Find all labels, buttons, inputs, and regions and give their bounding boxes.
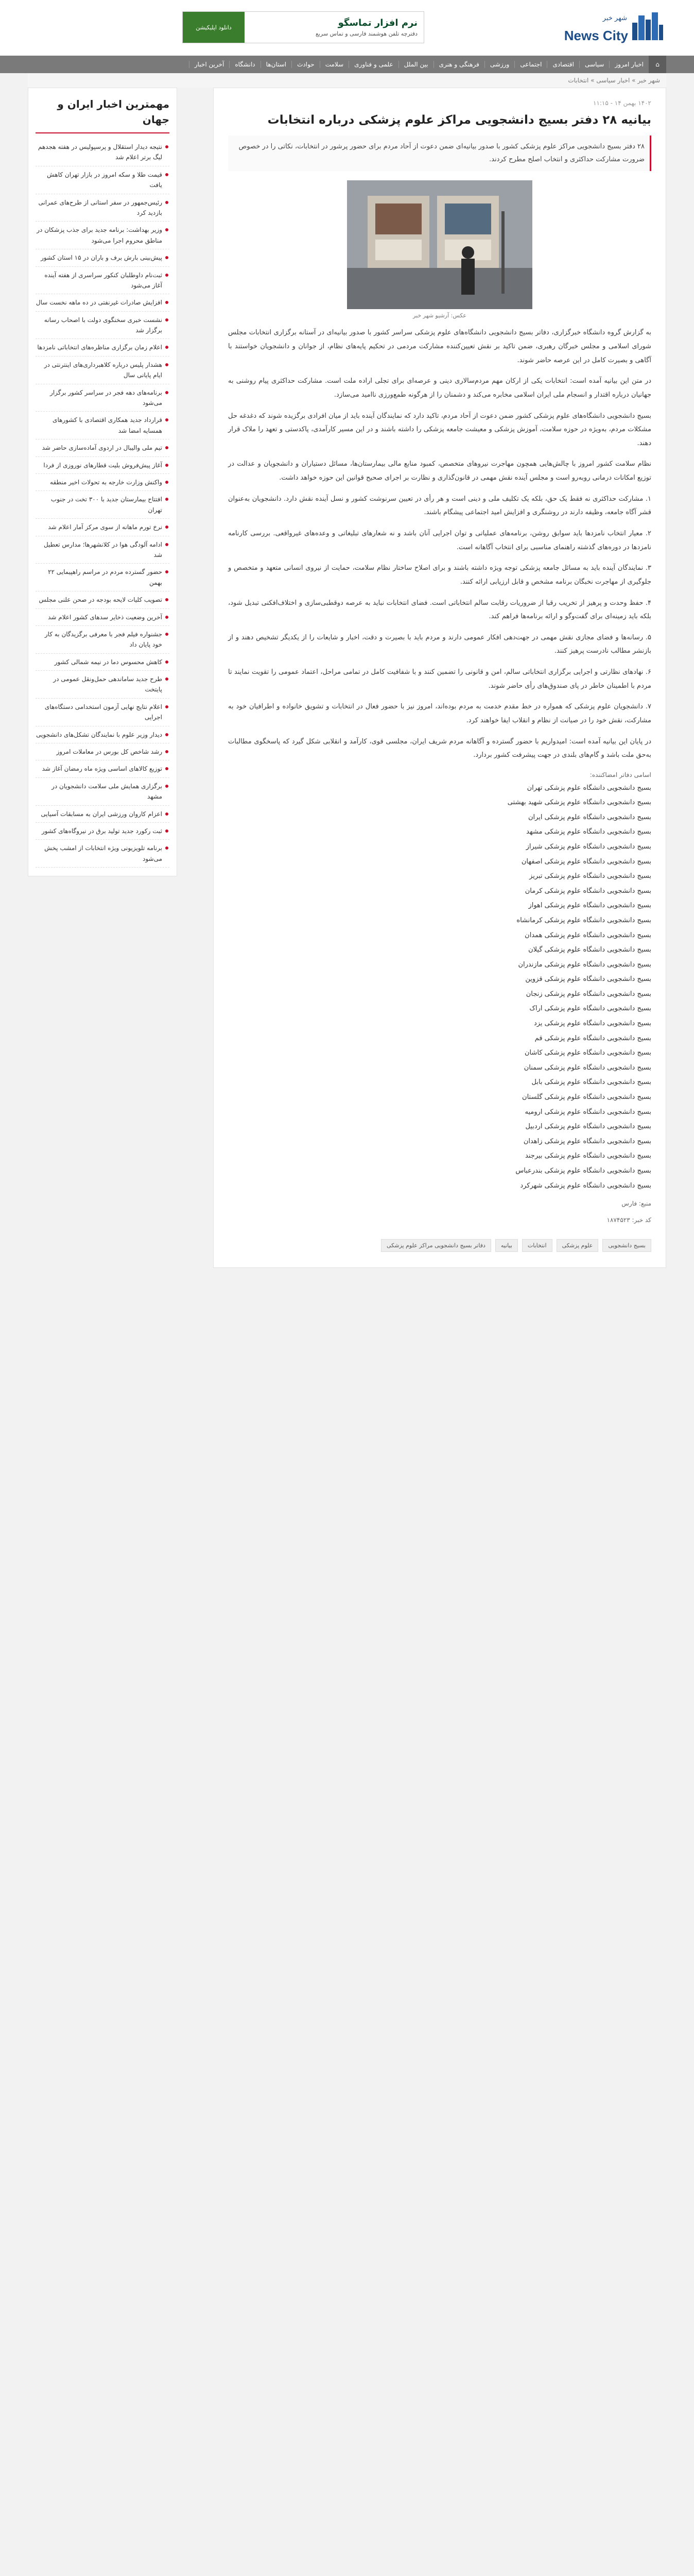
sidebar-news-item[interactable]: رئیس‌جمهور در سفر استانی از طرح‌های عمرانی بازدید کرد (36, 194, 169, 222)
menu-item[interactable]: ورزشی (484, 61, 514, 68)
sidebar (28, 88, 177, 876)
article-paragraph: ۱. مشارکت حداکثری نه فقط یک حق، بلکه یک تکلیف ملی و دینی است و هر رأی در تعیین سرنوشت کشور و نسل آینده نقش دارد. دانشجویان به‌عنوان قشر آگاه جامعه، وظیفه دارند در روشنگری و افزایش امید اجتماعی پیشگام باشند. (228, 495, 651, 517)
news-code: کد خبر: ۱۸۷۴۵۲۳ (606, 1216, 651, 1224)
sidebar-news-item[interactable]: کاهش محسوس دما در نیمه شمالی کشور (36, 654, 169, 671)
signatories-intro: اسامی دفاتر امضاکننده: (589, 771, 651, 778)
sidebar-news-item[interactable]: برنامه‌های دهه فجر در سراسر کشور برگزار می‌شود (36, 384, 169, 412)
signatory-item: بسیج دانشجویی دانشگاه علوم پزشکی قزوین (525, 975, 651, 984)
sidebar-news-item[interactable]: هشدار پلیس درباره کلاهبرداری‌های اینترنتی در ایام پایانی سال (36, 357, 169, 384)
sidebar-news-item[interactable]: افتتاح بیمارستان جدید با ۳۰۰ تخت در جنوب تهران (36, 491, 169, 519)
article-paragraph: ۵. رسانه‌ها و فضای مجازی نقش مهمی در جهت‌دهی افکار عمومی دارند و مردم باید با بصیرت و دقت، اخبار و شایعات را از یکدیگر تشخیص دهند و از بازنشر مطالب نادرست پرهیز کنند. (228, 633, 651, 655)
article-paragraph: ۶. نهادهای نظارتی و اجرایی برگزاری انتخاباتی سالم، امن و قانونی را تضمین کنند و با شفافیت کامل در تمامی مراحل، اعتماد عمومی را تقویت نمایند تا مردم با اطمینان خاطر در پای صندوق‌های رأی حاضر شوند. (228, 668, 651, 690)
signatories-list (228, 781, 651, 1194)
article-body (228, 326, 651, 762)
menu-item[interactable]: اخبار امروز (609, 61, 649, 68)
signatory-item: بسیج دانشجویی دانشگاه علوم پزشکی زاهدان (523, 1137, 651, 1145)
signatory-item: بسیج دانشجویی دانشگاه علوم پزشکی تهران (527, 784, 651, 792)
tag-list (228, 1239, 651, 1252)
home-icon[interactable]: ⌂ (649, 56, 666, 73)
signatory-item: بسیج دانشجویی دانشگاه علوم پزشکی گیلان (528, 946, 651, 954)
signatory-item: بسیج دانشجویی دانشگاه علوم پزشکی اردبیل (525, 1123, 651, 1131)
sidebar-news-item[interactable]: قرارداد جدید همکاری اقتصادی با کشورهای همسایه امضا شد (36, 412, 169, 439)
tag-link[interactable]: بیانیه (495, 1239, 518, 1252)
sidebar-news-list (36, 139, 169, 868)
signatory-item: بسیج دانشجویی دانشگاه علوم پزشکی گلستان (522, 1093, 651, 1101)
sidebar-news-item[interactable]: برنامه تلویزیونی ویژه انتخابات از امشب پخش می‌شود (36, 840, 169, 868)
article-paragraph: نظام سلامت کشور امروز با چالش‌هایی همچون مهاجرت نیروهای متخصص، کمبود منابع مالی بیمارستان‌ها، مسائل دستیاران و دانشجویان و عدالت در توزیع امکانات درمانی روبه‌رو است و مجلس آینده نقش مهمی در قانون‌گذاری و نظارت بر اجرای صحیح قوانین این حوزه خواهد داشت. (228, 460, 651, 482)
sidebar-news-item[interactable]: حضور گسترده مردم در مراسم راهپیمایی ۲۲ بهمن (36, 564, 169, 591)
signatory-item: بسیج دانشجویی دانشگاه علوم پزشکی سمنان (524, 1063, 651, 1072)
sidebar-news-item[interactable]: پیش‌بینی بارش برف و باران در ۱۵ استان کشور (36, 249, 169, 266)
article-title: بیانیه ۲۸ دفتر بسیج دانشجویی مراکز علوم پزشکی درباره انتخابات (267, 113, 651, 127)
sidebar-news-item[interactable]: اعلام نتایج نهایی آزمون استخدامی دستگاه‌های اجرایی (36, 699, 169, 726)
sidebar-news-item[interactable]: آغاز پیش‌فروش بلیت قطارهای نوروزی از فردا (36, 457, 169, 474)
menu-item[interactable]: دانشگاه (229, 61, 260, 68)
signatory-item: بسیج دانشجویی دانشگاه علوم پزشکی اهواز (528, 902, 651, 910)
banner-download-button[interactable]: دانلود اپلیکیشن (183, 12, 245, 43)
article-paragraph: بسیج دانشجویی دانشگاه‌های علوم پزشکی کشور ضمن دعوت از آحاد مردم، تاکید دارد که نمایندگان آینده باید از میان افرادی برگزیده شوند که دغدغه حل مشکلات مردم، به‌ویژه در حوزه سلامت، آموزش پزشکی و معیشت جامعه پزشکی را داشته باشند و در این مسیر کارآمدی، پاکدستی و تعهد را ملاک قرار دهند. (228, 412, 651, 447)
signatory-item: بسیج دانشجویی دانشگاه علوم پزشکی زنجان (526, 990, 651, 998)
signatory-item: بسیج دانشجویی دانشگاه علوم پزشکی اراک (529, 1005, 651, 1013)
signatory-item: بسیج دانشجویی دانشگاه علوم پزشکی ارومیه (525, 1108, 651, 1116)
sidebar-news-item[interactable]: آخرین وضعیت ذخایر سدهای کشور اعلام شد (36, 609, 169, 626)
sidebar-news-item[interactable]: توزیع کالاهای اساسی ویژه ماه رمضان آغاز شد (36, 760, 169, 777)
menu-list (28, 56, 666, 73)
article-paragraph: در پایان این بیانیه آمده است: امیدواریم با حضور گسترده و آگاهانه مردم شریف ایران، مجلسی قوی، کارآمد و انقلابی شکل گیرد که پاسخگوی مطالبات به‌حق ملت باشد و گام‌های بلندی در جهت پیشرفت کشور بردارد. (228, 737, 651, 759)
menu-item[interactable]: سیاسی (579, 61, 609, 68)
sidebar-title: مهمترین اخبار ایران و جهان (36, 96, 169, 133)
menu-item[interactable]: اجتماعی (514, 61, 547, 68)
signatory-item: بسیج دانشجویی دانشگاه علوم پزشکی تبریز (529, 872, 651, 880)
menu-item[interactable]: علمی و فناوری (349, 61, 398, 68)
city-skyline-icon (631, 10, 664, 41)
signatory-item: بسیج دانشجویی دانشگاه علوم پزشکی کاشان (524, 1049, 651, 1057)
main-menu (0, 56, 694, 73)
sidebar-news-item[interactable]: ثبت رکورد جدید تولید برق در نیروگاه‌های کشور (36, 823, 169, 840)
signatory-item: بسیج دانشجویی دانشگاه علوم پزشکی بیرجند (525, 1152, 651, 1160)
logo-text-fa: شهر خبر (602, 14, 627, 22)
signatory-item: بسیج دانشجویی دانشگاه علوم پزشکی بابل (531, 1078, 651, 1087)
logo-text: News City (564, 28, 628, 43)
article-column (213, 88, 666, 1268)
article-paragraph: ۴. حفظ وحدت و پرهیز از تخریب رقبا از ضروریات رقابت سالم انتخاباتی است. فضای انتخابات نباید به عرصه دوقطبی‌سازی و اختلاف‌افکنی تبدیل شود، بلکه باید زمینه‌ای برای گفت‌وگو و ارائه برنامه‌ها فراهم کند. (228, 599, 651, 621)
site-logo[interactable] (558, 7, 666, 48)
sidebar-news-item[interactable]: طرح جدید ساماندهی حمل‌ونقل عمومی در پایتخت (36, 671, 169, 699)
article-photo (347, 180, 532, 309)
photo-caption: عکس: آرشیو شهر خبر (413, 312, 466, 319)
article-paragraph: ۷. دانشجویان علوم پزشکی که همواره در خط مقدم خدمت به مردم بوده‌اند، امروز نیز با حضور فعال در انتخابات و تشویق خانواده و اطرافیان خود به مشارکت، نقش خود را در صیانت از نظام و انقلاب ایفا خواهند کرد. (228, 703, 651, 725)
banner-subtitle: دفترچه تلفن هوشمند فارسی و تماس سریع (315, 30, 418, 37)
tag-link[interactable]: انتخابات (522, 1239, 552, 1252)
menu-item[interactable]: بین الملل (398, 61, 433, 68)
signatory-item: بسیج دانشجویی دانشگاه علوم پزشکی شیراز (526, 842, 651, 851)
sidebar-news-item[interactable]: ادامه آلودگی هوا در کلانشهرها؛ مدارس تعطیل شد (36, 536, 169, 564)
article-source: منبع: فارس (621, 1200, 651, 1208)
ad-banner[interactable] (182, 11, 424, 43)
article-paragraph: در متن این بیانیه آمده است: انتخابات یکی از ارکان مهم مردم‌سالاری دینی و عرصه‌ای برای تجلی اراده ملت است. مشارکت حداکثری پیام روشنی به جهانیان درباره اقتدار و انسجام ملی ایران اسلامی مخابره می‌کند و دشمنان را از هرگونه طمع‌ورزی ناامید می‌سازد. (228, 377, 651, 399)
sidebar-news-item[interactable]: تصویب کلیات لایحه بودجه در صحن علنی مجلس (36, 591, 169, 608)
signatory-item: بسیج دانشجویی دانشگاه علوم پزشکی مازندران (518, 960, 651, 969)
sidebar-news-item[interactable]: دیدار وزیر علوم با نمایندگان تشکل‌های دانشجویی (36, 726, 169, 743)
sidebar-news-item[interactable]: قیمت طلا و سکه امروز در بازار تهران کاهش یافت (36, 166, 169, 194)
signatory-item: بسیج دانشجویی دانشگاه علوم پزشکی شهرکرد (520, 1181, 651, 1190)
site-header (0, 0, 694, 56)
sidebar-news-item[interactable]: وزیر بهداشت: برنامه جدید برای جذب پزشکان در مناطق محروم اجرا می‌شود (36, 222, 169, 249)
sidebar-news-item[interactable]: برگزاری همایش ملی سلامت دانشجویان در مشهد (36, 778, 169, 806)
sidebar-news-item[interactable]: واکنش وزارت خارجه به تحولات اخیر منطقه (36, 474, 169, 491)
signatory-item: بسیج دانشجویی دانشگاه علوم پزشکی کرمانشاه (516, 916, 651, 924)
article-paragraph: به گزارش گروه دانشگاه خبرگزاری، دفاتر بسیج دانشجویی دانشگاه‌های علوم پزشکی سراسر کشور با صدور بیانیه‌ای در آستانه برگزاری انتخابات مجلس شورای اسلامی و مجلس خبرگان رهبری، ضمن تاکید بر نقش تعیین‌کننده مشارکت مردمی در تحکیم پایه‌های نظام، از جوانان و دانشجویان خواستند با آگاهی و بصیرت کامل در این عرصه حاضر شوند. (228, 329, 651, 364)
menu-item[interactable]: استان‌ها (261, 61, 291, 68)
breadcrumb[interactable]: شهر خبر » اخبار سیاسی » انتخابات (28, 73, 666, 88)
banner-title: نرم افزار تماسگو (338, 18, 418, 28)
sidebar-news-item[interactable]: نرخ تورم ماهانه از سوی مرکز آمار اعلام شد (36, 519, 169, 536)
sidebar-news-item[interactable]: افزایش صادرات غیرنفتی در ده ماهه نخست سال (36, 294, 169, 311)
menu-item[interactable]: حوادث (291, 61, 320, 68)
signatory-item: بسیج دانشجویی دانشگاه علوم پزشکی اصفهان (521, 857, 651, 866)
menu-item[interactable]: آخرین اخبار (189, 61, 230, 68)
tag-link[interactable]: بسیج دانشجویی (602, 1239, 651, 1252)
article-date: ۱۴۰۲ بهمن ۱۴ - ۱۱:۱۵ (593, 99, 651, 107)
sidebar-news-item[interactable]: جشنواره فیلم فجر با معرفی برگزیدگان به کار خود پایان داد (36, 626, 169, 654)
article-paragraph: ۲. معیار انتخاب نامزدها باید سوابق روشن، برنامه‌های عملیاتی و توان اجرایی آنان باشد و نه شعارهای تبلیغاتی و وعده‌های غیرواقعی. بررسی کارنامه نامزدها در دوره‌های گذشته راهنمای مناسبی برای انتخاب آگاهانه است. (228, 530, 651, 551)
sidebar-news-item[interactable]: ثبت‌نام داوطلبان کنکور سراسری از هفته آینده آغاز می‌شود (36, 267, 169, 295)
menu-item[interactable]: فرهنگی و هنری (433, 61, 484, 68)
article-paragraph: ۳. نمایندگان آینده باید به مسائل جامعه پزشکی توجه ویژه داشته باشند و برای اصلاح ساختار نظام سلامت، حمایت از نیروی انسانی متعهد و متخصص و جلوگیری از مهاجرت نخبگان برنامه مشخص و قابل ارزیابی ارائه کنند. (228, 564, 651, 586)
sidebar-news-item[interactable]: نشست خبری سخنگوی دولت با اصحاب رسانه برگزار شد (36, 312, 169, 340)
signatory-item: بسیج دانشجویی دانشگاه علوم پزشکی کرمان (525, 887, 651, 895)
signatory-item: بسیج دانشجویی دانشگاه علوم پزشکی قم (534, 1034, 651, 1042)
sidebar-news-item[interactable]: اعلام زمان برگزاری مناظره‌های انتخاباتی نامزدها (36, 339, 169, 356)
tag-link[interactable]: علوم پزشکی (557, 1239, 599, 1252)
sidebar-news-item[interactable]: رشد شاخص کل بورس در معاملات امروز (36, 743, 169, 760)
signatory-item: بسیج دانشجویی دانشگاه علوم پزشکی یزد (533, 1020, 651, 1028)
signatory-item: بسیج دانشجویی دانشگاه علوم پزشکی شهید بهشتی (507, 799, 651, 807)
street-poster-image (347, 180, 532, 309)
menu-item[interactable]: سلامت (320, 61, 349, 68)
tag-link[interactable]: دفاتر بسیج دانشجویی مراکز علوم پزشکی (381, 1239, 491, 1252)
sidebar-news-item[interactable]: تیم ملی والیبال در اردوی آماده‌سازی حاضر شد (36, 439, 169, 456)
signatory-item: بسیج دانشجویی دانشگاه علوم پزشکی مشهد (526, 828, 651, 836)
signatory-item: بسیج دانشجویی دانشگاه علوم پزشکی همدان (525, 931, 651, 939)
menu-item[interactable]: اقتصادی (547, 61, 579, 68)
signatory-item: بسیج دانشجویی دانشگاه علوم پزشکی ایران (528, 813, 651, 821)
signatory-item: بسیج دانشجویی دانشگاه علوم پزشکی بندرعباس (515, 1167, 651, 1175)
article-lead: ۲۸ دفتر بسیج دانشجویی مراکز علوم پزشکی کشور با صدور بیانیه‌ای ضمن دعوت از آحاد مردم برای حضور پرشور در انتخابات، نکاتی را در خصوص ضرورت مشارکت حداکثری و انتخاب اصلح مطرح کردند. (228, 135, 651, 171)
sidebar-news-item[interactable]: اعزام کاروان ورزشی ایران به مسابقات آسیایی (36, 806, 169, 823)
sidebar-news-item[interactable]: نتیجه دیدار استقلال و پرسپولیس در هفته هجدهم لیگ برتر اعلام شد (36, 139, 169, 166)
